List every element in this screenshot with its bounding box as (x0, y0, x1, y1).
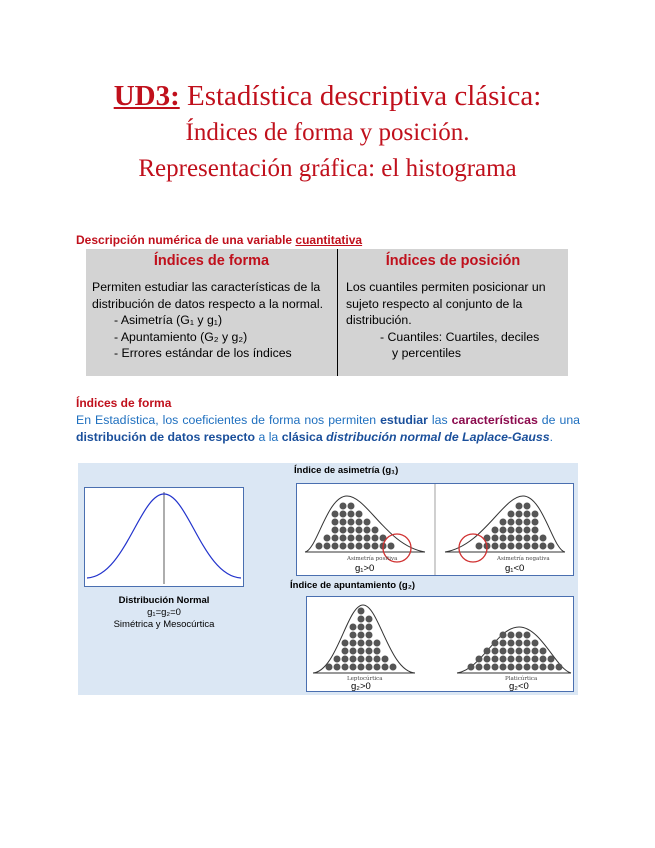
para-text: de una (537, 413, 580, 427)
subtitle-1: Índices de forma y posición. (185, 119, 470, 146)
para-bold: estudiar (380, 413, 428, 427)
title-block (0, 78, 655, 186)
indices-table (86, 249, 568, 376)
para-text: En Estadística, los coeficientes de forma nos permiten (76, 413, 381, 427)
page-title (0, 78, 655, 114)
para-text: las (427, 413, 452, 427)
forma-column-text: Permiten estudiar las características de la distribución de datos respecto a la normal. (92, 280, 324, 311)
normal-caption-title: Distribución Normal (118, 595, 210, 606)
list-item: - Apuntamiento (G₂ y g₂) (114, 329, 248, 344)
forma-heading: Índices de forma (76, 396, 172, 410)
apun-positive-small: Leptocúrtica (347, 676, 383, 682)
list-item: - Asimetría (G₁ y g₁) (114, 313, 223, 327)
description-heading-underlined: cuantitativa (295, 233, 363, 247)
description-heading (76, 233, 362, 247)
normal-caption (78, 595, 250, 631)
forma-column (86, 249, 338, 376)
asym-positive-label: g₁>0 (355, 563, 375, 574)
para-italic: distribución normal de Laplace-Gauss (322, 430, 550, 444)
list-item-continued: y percentiles (392, 346, 462, 360)
kurtosis-panel (306, 596, 574, 692)
shape-figure (78, 463, 578, 695)
asym-negative-label: g₁<0 (505, 563, 525, 574)
para-bold: distribución de datos respecto (76, 430, 256, 444)
platykurtic-dots (468, 632, 563, 671)
description-heading-text: Descripción numérica de una variable (76, 233, 296, 247)
para-text: a la (255, 430, 282, 444)
posicion-column (338, 249, 568, 376)
leptokurtic-curve (313, 605, 415, 673)
asym-positive-small: Asimetría positiva (347, 556, 398, 562)
list-item: - Cuantiles: Cuartiles, deciles (380, 329, 540, 344)
forma-paragraph (76, 412, 580, 446)
title-main: Estadística descriptiva clásica: (179, 80, 542, 112)
forma-column-header: Índices de forma (153, 253, 270, 269)
asym-negative-small: Asimetría negativa (497, 556, 550, 562)
posicion-list (346, 329, 560, 362)
apun-negative-label: g₂<0 (509, 681, 529, 692)
apun-negative-small: Platicúrtica (505, 676, 538, 682)
normal-curve-graphic (85, 488, 243, 586)
apun-positive-label: g₂>0 (351, 681, 371, 692)
asymmetry-label: Índice de asimetría (g₁) (294, 465, 399, 476)
asymmetry-panel (296, 483, 574, 576)
normal-distribution-panel (84, 487, 244, 587)
para-text: . (549, 430, 554, 444)
subtitle-2: Representación gráfica: el histograma (138, 155, 517, 182)
list-item: - Errores estándar de los índices (114, 346, 292, 360)
para-bold: características (451, 413, 538, 427)
normal-caption-eq: g₁=g₂=0 (147, 607, 181, 618)
forma-list (92, 312, 331, 362)
unit-code: UD3: (113, 80, 180, 112)
normal-caption-desc: Simétrica y Mesocúrtica (113, 619, 215, 630)
para-bold: clásica (281, 430, 323, 444)
kurtosis-label: Índice de apuntamiento (g₂) (290, 580, 416, 591)
posicion-column-header: Índices de posición (385, 253, 521, 269)
posicion-column-text: Los cuantiles permiten posicionar un sujeto respecto al conjunto de la distribución. (346, 280, 546, 327)
